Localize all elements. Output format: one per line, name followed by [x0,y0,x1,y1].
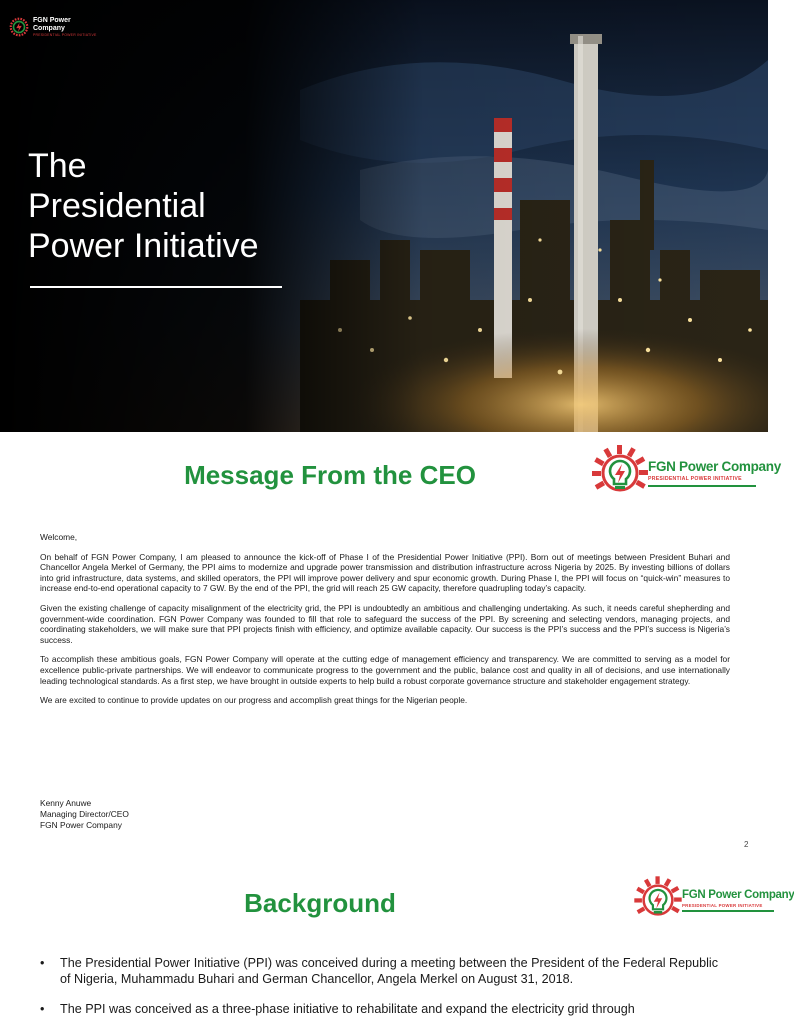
message-title: Message From the CEO [184,460,476,490]
list-item: • The PPI was conceived as a three-phase initiative to rehabilitate and expand the electricity grid through [40,1002,730,1018]
brand-tagline: PRESIDENTIAL POWER INITIATIVE [682,902,763,908]
gear-bulb-icon [8,16,30,38]
background-bullets [40,956,730,1033]
message-paragraph: On behalf of FGN Power Company, I am pleased to announce the kick-off of Phase I of the Presidential Power Initiative (PPI). Born out of meetings between President Buhari and Chancellor Angela Merkel of Germany, the PPI aims to modernize and upgrade power transmission and distribution infrastructure across Nigeria by 2025. By investing billions of dollars into grid infrastructure, data systems, and skilled operators, the PPI will improve power delivery and spur economic growth. During Phase I, the PPI will focus on “quick-win” measures to increase end-to-end operational capacity to 7 GW. By the end of the PPI, the grid will reach 25 GW capacity, therefore quadrupling today’s capacity. [40,551,730,594]
cover-logo [8,14,98,40]
message-paragraph: Given the existing challenge of capacity misalignment of the electricity grid, the PPI is undoubtedly an ambitious and challenging undertaking. As such, it needs careful shepherding and government-wide coordination. FGN Power Company was founded to fill that role to safeguard the success of the PPI. By screening and selecting vendors, managing projects, and coordinating stakeholders, we will make sure that PPI projects finish with efficiency, and optimize available capacity. Our success is the PPI’s success and the PPI’s success is Nigeria’s success. [40,602,730,645]
gear-bulb-icon [594,445,646,501]
ceo-message-slide [0,432,781,864]
cover-logo-name: FGN Power Company [33,16,71,32]
signature-role: Managing Director/CEO [40,809,129,819]
signature-company: FGN Power Company [40,820,122,830]
cover-title-line: Power Initiative [28,227,259,265]
message-paragraph: Welcome, [40,532,78,542]
message-paragraph: To accomplish these ambitious goals, FGN Power Company will operate at the cutting edge of management efficiency and transparency. We are committed to serving as a model for excellence public-private partnerships. We will endeavor to communicate progress to the government and the public, balance cost and quality in all of decisions, and use internationally leading technological standards. As a first step, we have brought in outside experts to help build a robust corporate governance structure and stakeholder engagement strategy. [40,654,730,686]
brand-name: FGN Power Company [648,459,781,474]
brand-tagline: PRESIDENTIAL POWER INITIATIVE [648,476,742,482]
brand-underline [648,485,756,487]
cover-title-line: Presidential [28,187,206,225]
page-number: 2 [744,840,749,849]
cover-slide [0,0,768,432]
background-title: Background [244,888,396,918]
cover-logo-tagline: PRESIDENTIAL POWER INITIATIVE [33,32,97,37]
cover-title-line: The [28,147,87,185]
gear-bulb-icon [636,876,680,924]
brand-logo [594,438,781,508]
message-body [40,532,730,715]
list-item: • The Presidential Power Initiative (PPI) was conceived during a meeting between the President of the Federal Republic of Nigeria, Muhammadu Buhari and German Chancellor, Angela Merkel on August 31, 2018. [40,956,730,987]
signature-name: Kenny Anuwe [40,798,92,808]
background-slide [0,864,794,1024]
brand-logo [636,872,794,928]
message-paragraph: We are excited to continue to provide updates on our progress and accomplish great things for the Nigerian people. [40,695,468,706]
brand-underline [682,910,774,912]
title-divider [30,286,282,288]
cover-title [28,146,259,266]
signature-block [40,798,129,831]
brand-name: FGN Power Company [682,888,794,901]
